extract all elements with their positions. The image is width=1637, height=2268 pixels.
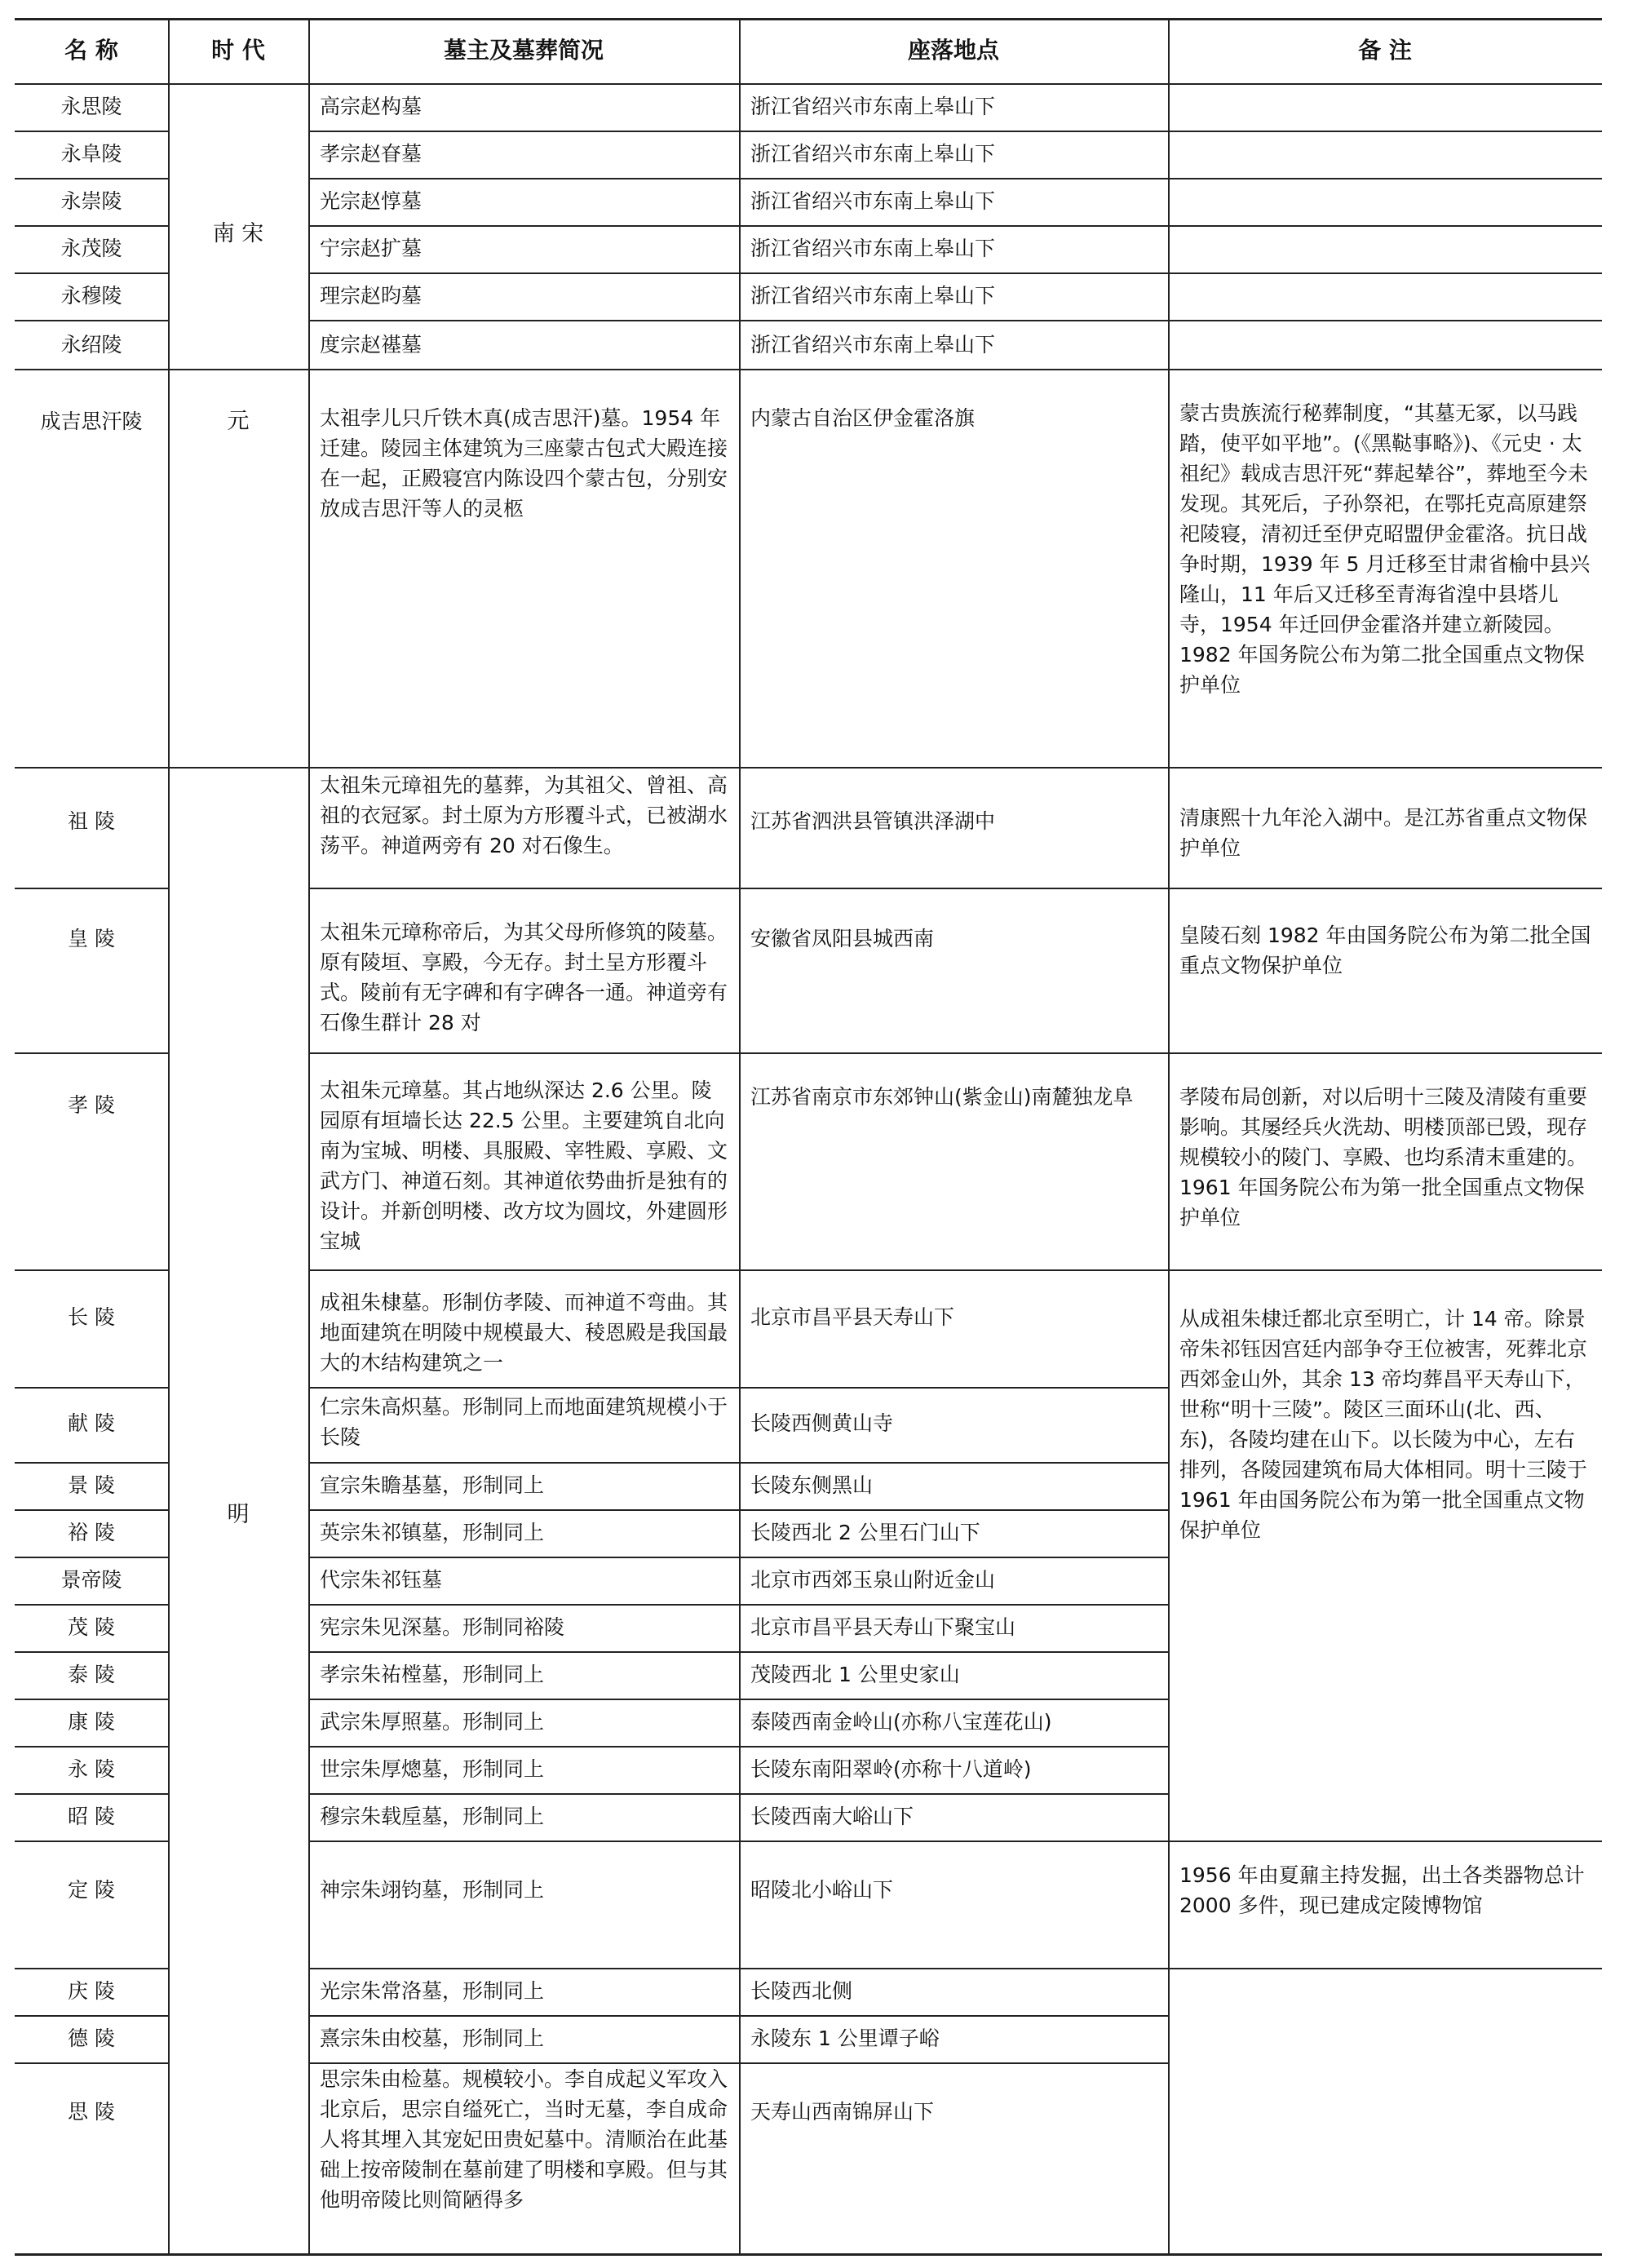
- row-22-loc: 永陵东 1 公里谭子峪: [750, 2027, 940, 2050]
- row-10-desc: 成祖朱棣墓。形制仿孝陵、而神道不弯曲。其地面建筑在明陵中规模最大、稜恩殿是我国最大的木结构建筑之一: [320, 1291, 728, 1375]
- row-rule: [15, 272, 168, 274]
- row-rule: [15, 888, 168, 889]
- row-6-loc: 内蒙古自治区伊金霍洛旗: [750, 406, 976, 430]
- row-2-name: 永崇陵: [60, 189, 122, 213]
- row-rule: [15, 2062, 168, 2064]
- row-rule: [15, 1968, 168, 1969]
- row-15-name: 茂 陵: [68, 1615, 115, 1639]
- era-ming: 明: [227, 1502, 250, 1527]
- row-20-loc: 昭陵北小峪山下: [750, 1878, 894, 1902]
- row-14-name: 景帝陵: [60, 1568, 122, 1592]
- row-rule: [15, 1557, 168, 1558]
- row-12-name: 景 陵: [68, 1473, 115, 1497]
- header-rule: [15, 83, 1602, 85]
- row-16-desc: 孝宗朱祐樘墓，形制同上: [320, 1663, 545, 1686]
- row-23-desc: 思宗朱由检墓。规模较小。李自成起义军攻入北京后，思宗自缢死亡，当时无墓，李自成命人将其埋入其宠妃田贵妃墓中。清顺治在此基础上按帝陵制在墓前建了明楼和享殿。但与其他明帝陵比则简陋得多: [320, 2067, 728, 2212]
- row-rule: [15, 1509, 168, 1511]
- row-6-desc: 太祖孛儿只斤铁木真(成吉思汗)墓。1954 年迁建。陵园主体建筑为三座蒙古包式大殿连接在一起，正殿寝宫内陈设四个蒙古包，分别安放成吉思汗等人的灵柩: [320, 406, 728, 520]
- row-rule: [308, 178, 1602, 179]
- row-rule: [15, 225, 168, 227]
- row-8-desc: 太祖朱元璋称帝后，为其父母所修筑的陵墓。原有陵垣、享殿，今无存。封土呈方形覆斗式。陵前有无字碑和有字碑各一通。神道旁有石像生群计 28 对: [320, 920, 728, 1034]
- row-2-desc: 光宗赵惇墓: [320, 189, 423, 213]
- row-20-note: 1956 年由夏鼐主持发掘，出土各类器物总计 2000 多件，现已建成定陵博物馆: [1179, 1863, 1585, 1917]
- row-4-name: 永穆陵: [60, 284, 122, 308]
- row-5-loc: 浙江省绍兴市东南上皋山下: [750, 333, 996, 357]
- row-17-desc: 武宗朱厚照墓。形制同上: [320, 1710, 545, 1734]
- era-southern-song: 南 宋: [212, 221, 264, 246]
- row-11-name: 献 陵: [68, 1411, 115, 1435]
- row-20-desc: 神宗朱翊钧墓，形制同上: [320, 1878, 545, 1902]
- row-rule: [308, 1746, 1168, 1748]
- row-3-name: 永茂陵: [60, 237, 122, 260]
- row-rule: [1168, 1841, 1602, 1842]
- row-21-name: 庆 陵: [68, 1979, 115, 2003]
- row-18-name: 永 陵: [68, 1757, 115, 1781]
- row-rule: [308, 1387, 1168, 1389]
- row-20-name: 定 陵: [68, 1878, 115, 1902]
- row-9-name: 孝 陵: [68, 1093, 115, 1117]
- row-8-note: 皇陵石刻 1982 年由国务院公布为第二批全国重点文物保护单位: [1179, 924, 1591, 977]
- header-name: 名 称: [64, 37, 118, 64]
- row-rule: [308, 131, 1602, 132]
- row-rule: [308, 1793, 1168, 1795]
- row-9-note: 孝陵布局创新，对以后明十三陵及清陵有重要影响。其屡经兵火洗劫、明楼顶部已毁，现存规模较小的陵门、享殿、也均系清末重建的。1961 年国务院公布为第一批全国重点文物保护单位: [1179, 1085, 1588, 1229]
- row-19-name: 昭 陵: [68, 1805, 115, 1828]
- row-rule: [308, 1699, 1168, 1700]
- row-0-loc: 浙江省绍兴市东南上皋山下: [750, 95, 996, 118]
- row-rule: [15, 1052, 168, 1054]
- row-16-loc: 茂陵西北 1 公里史家山: [750, 1663, 960, 1686]
- row-4-loc: 浙江省绍兴市东南上皋山下: [750, 284, 996, 308]
- row-rule: [15, 767, 1602, 769]
- row-17-loc: 泰陵西南金岭山(亦称八宝莲花山): [750, 1710, 1052, 1734]
- row-3-desc: 宁宗赵扩墓: [320, 237, 423, 260]
- row-rule: [308, 1968, 1602, 1969]
- row-23-loc: 天寿山西南锦屏山下: [750, 2100, 935, 2124]
- row-rule: [15, 1651, 168, 1653]
- row-22-name: 德 陵: [68, 2027, 115, 2050]
- row-rule: [308, 888, 1602, 889]
- row-rule: [308, 1509, 1168, 1511]
- row-18-desc: 世宗朱厚熜墓，形制同上: [320, 1757, 545, 1781]
- row-15-loc: 北京市昌平县天寿山下聚宝山: [750, 1615, 1016, 1639]
- row-7-desc: 太祖朱元璋祖先的墓葬，为其祖父、曾祖、高祖的衣冠冢。封土原为方形覆斗式，已被湖水荡平。神道两旁有 20 对石像生。: [320, 773, 728, 857]
- row-rule: [308, 1604, 1168, 1606]
- row-4-desc: 理宗赵昀墓: [320, 284, 423, 308]
- row-22-desc: 熹宗朱由校墓，形制同上: [320, 2027, 545, 2050]
- row-rule: [15, 2015, 168, 2017]
- row-rule: [15, 1746, 168, 1748]
- header-loc: 座落地点: [907, 37, 999, 64]
- row-rule: [308, 1841, 1168, 1842]
- era-yuan: 元: [227, 409, 250, 434]
- table-top-rule: [15, 18, 1602, 20]
- row-rule: [15, 1841, 168, 1842]
- row-0-name: 永思陵: [60, 95, 122, 118]
- row-6-note: 蒙古贵族流行秘葬制度，“其墓无冢，以马践踏，使平如平地”。(《黑鞑事略》)、《元史 · 太祖纪》载成吉思汗死“葬起辇谷”，葬地至今未发现。其死后，子孙祭祀，在鄂托克高原建祭祀陵寝，清初迁至伊克昭盟伊金霍洛。抗日战争时期，1939 年 5 月迁移至甘肃省榆中县兴隆山，11 年后又迁移至青海省湟中县塔儿寺，1954 年迁回伊金霍洛并建立新陵园。1982 年国务院公布为第二批全国重点文物保护单位: [1179, 401, 1591, 697]
- row-rule: [15, 369, 1602, 370]
- row-8-loc: 安徽省凤阳县城西南: [750, 927, 935, 950]
- row-21-desc: 光宗朱常洛墓，形制同上: [320, 1979, 545, 2003]
- row-13-loc: 长陵西北 2 公里石门山下: [750, 1521, 980, 1544]
- row-1-loc: 浙江省绍兴市东南上皋山下: [750, 142, 996, 166]
- row-rule: [308, 320, 1602, 321]
- row-10-note: 从成祖朱棣迁都北京至明亡，计 14 帝。除景帝朱祁钰因宫廷内部争夺王位被害，死葬北京西郊金山外，其余 13 帝均葬昌平天寿山下，世称“明十三陵”。陵区三面环山(北、西、东)，各陵均建在山下。以长陵为中心，左右排列，各陵园建筑布局大体相同。明十三陵于 1961 年由国务院公布为第一批全国重点文物保护单位: [1179, 1307, 1588, 1542]
- row-rule: [15, 1269, 168, 1271]
- row-1-name: 永阜陵: [60, 142, 122, 166]
- row-18-loc: 长陵东南阳翠岭(亦称十八道岭): [750, 1757, 1032, 1781]
- row-rule: [15, 1699, 168, 1700]
- row-15-desc: 宪宗朱见深墓。形制同裕陵: [320, 1615, 565, 1639]
- header-desc: 墓主及墓葬简况: [443, 37, 604, 64]
- row-rule: [15, 1387, 168, 1389]
- row-rule: [308, 1052, 1602, 1054]
- row-3-loc: 浙江省绍兴市东南上皋山下: [750, 237, 996, 260]
- table-bottom-rule: [15, 2253, 1602, 2256]
- row-9-desc: 太祖朱元璋墓。其占地纵深达 2.6 公里。陵园原有垣墙长达 22.5 公里。主要建筑自北向南为宝城、明楼、具服殿、宰牲殿、享殿、文武方门、神道石刻。其神道依势曲折是独有的设计。并新创明楼、改方坟为圆坟，外建圆形宝城: [320, 1079, 728, 1253]
- row-rule: [308, 2015, 1168, 2017]
- row-17-name: 康 陵: [68, 1710, 115, 1734]
- row-11-loc: 长陵西侧黄山寺: [750, 1411, 894, 1435]
- row-0-desc: 高宗赵构墓: [320, 95, 423, 118]
- row-13-name: 裕 陵: [68, 1521, 115, 1544]
- row-rule: [308, 1651, 1168, 1653]
- row-5-desc: 度宗赵禥墓: [320, 333, 423, 357]
- row-8-name: 皇 陵: [68, 927, 115, 950]
- row-rule: [15, 1462, 168, 1464]
- row-7-note: 清康熙十九年沦入湖中。是江苏省重点文物保护单位: [1179, 806, 1588, 860]
- row-1-desc: 孝宗赵眘墓: [320, 142, 423, 166]
- row-9-loc: 江苏省南京市东郊钟山(紫金山)南麓独龙阜: [750, 1085, 1134, 1109]
- row-19-loc: 长陵西南大峪山下: [750, 1805, 914, 1828]
- header-note: 备 注: [1358, 37, 1412, 64]
- col-divider-1: [168, 18, 170, 2255]
- row-rule: [15, 320, 168, 321]
- row-5-name: 永绍陵: [60, 333, 122, 357]
- row-10-name: 长 陵: [68, 1305, 115, 1329]
- row-11-desc: 仁宗朱高炽墓。形制同上而地面建筑规模小于长陵: [320, 1395, 728, 1449]
- row-rule: [308, 1462, 1168, 1464]
- row-rule: [15, 178, 168, 179]
- row-21-loc: 长陵西北侧: [750, 1979, 853, 2003]
- row-7-name: 祖 陵: [68, 809, 115, 833]
- row-rule: [308, 1269, 1602, 1271]
- row-rule: [15, 1793, 168, 1795]
- row-14-loc: 北京市西郊玉泉山附近金山: [750, 1568, 996, 1592]
- row-12-loc: 长陵东侧黑山: [750, 1473, 874, 1497]
- row-2-loc: 浙江省绍兴市东南上皋山下: [750, 189, 996, 213]
- row-6-name: 成吉思汗陵: [40, 410, 143, 433]
- header-era: 时 代: [211, 37, 265, 64]
- row-10-loc: 北京市昌平县天寿山下: [750, 1305, 955, 1329]
- row-rule: [308, 1557, 1168, 1558]
- row-rule: [308, 225, 1602, 227]
- row-23-name: 思 陵: [68, 2100, 115, 2124]
- row-19-desc: 穆宗朱载垕墓，形制同上: [320, 1805, 545, 1828]
- row-rule: [15, 1604, 168, 1606]
- row-12-desc: 宣宗朱瞻基墓，形制同上: [320, 1473, 545, 1497]
- row-rule: [308, 272, 1602, 274]
- row-7-loc: 江苏省泗洪县管镇洪泽湖中: [750, 809, 996, 833]
- row-13-desc: 英宗朱祁镇墓，形制同上: [320, 1521, 545, 1544]
- row-16-name: 泰 陵: [68, 1663, 115, 1686]
- row-rule: [15, 131, 168, 132]
- row-14-desc: 代宗朱祁钰墓: [320, 1568, 443, 1592]
